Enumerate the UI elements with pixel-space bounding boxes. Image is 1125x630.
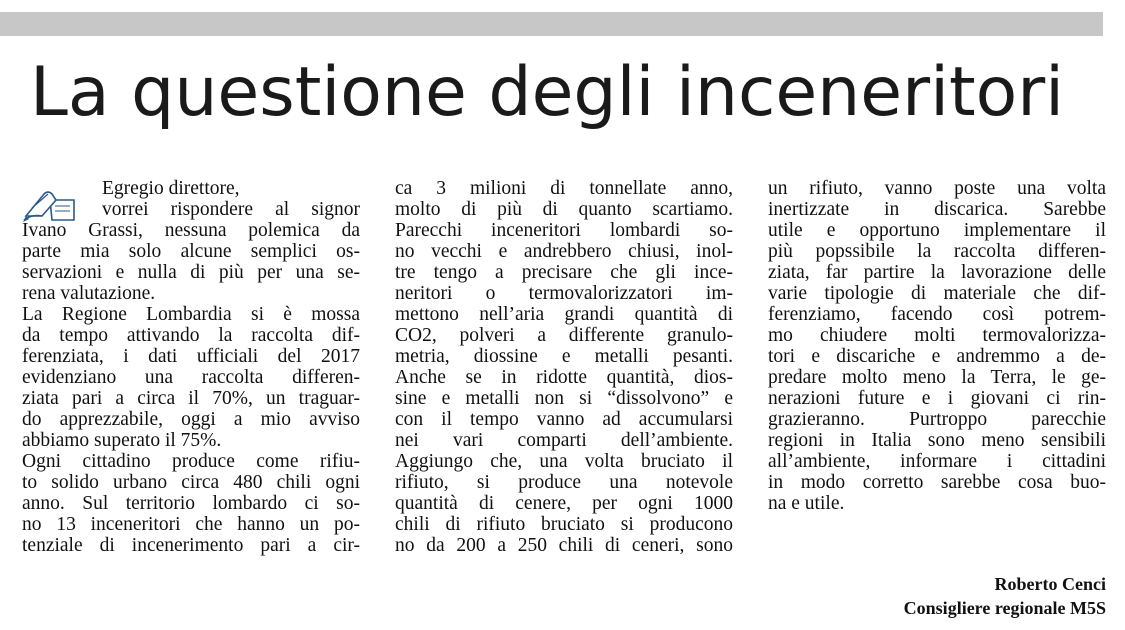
- text-line: neritori o termovalorizzatori im-: [395, 283, 733, 304]
- text-line: vorrei rispondere al signor: [102, 199, 360, 220]
- text-line: tre tengo a precisare che gli ince-: [395, 262, 733, 283]
- text-line: servazioni e nulla di più per una se-: [22, 262, 360, 283]
- text-line: do apprezzabile, oggi a mio avviso: [22, 409, 360, 430]
- text-line: Parecchi inceneritori lombardi so-: [395, 220, 733, 241]
- text-line: metria, diossine e metalli pesanti.: [395, 346, 733, 367]
- text-line: na e utile.: [768, 493, 845, 514]
- text-line: ferenziamo, facendo così potrem-: [768, 304, 1106, 325]
- text-line: Aggiungo che, una volta bruciato il: [395, 451, 733, 472]
- text-line: rena valutazione.: [22, 283, 156, 304]
- text-line: Ivano Grassi, nessuna polemica da: [22, 220, 360, 241]
- article-column-2: [395, 178, 733, 556]
- text-line: quantità di cenere, per ogni 1000: [395, 493, 733, 514]
- article-column-3: [768, 178, 1106, 514]
- text-line: chili di rifiuto bruciato si producono: [395, 514, 733, 535]
- text-line: Anche se in ridotte quantità, dios-: [395, 367, 733, 388]
- text-line: anno. Sul territorio lombardo ci so-: [22, 493, 360, 514]
- text-line: abbiamo superato il 75%.: [22, 430, 222, 451]
- text-line: grazieranno. Purtroppo parecchie: [768, 409, 1106, 430]
- text-line: nei vari comparti dell’ambiente.: [395, 430, 733, 451]
- text-line: tenziale di incenerimento pari a cir-: [22, 535, 360, 556]
- text-line: molto di più di quanto scartiamo.: [395, 199, 733, 220]
- text-line: mettono nell’aria grandi quantità di: [395, 304, 733, 325]
- signature-role: Consigliere regionale M5S: [903, 598, 1106, 618]
- text-line: evidenziano una raccolta differen-: [22, 367, 360, 388]
- text-line: predare molto meno la Terra, le ge-: [768, 367, 1106, 388]
- text-line: no vecchi e andrebbero chiusi, inol-: [395, 241, 733, 262]
- text-line: sine e metalli non si “dissolvono” e: [395, 388, 733, 409]
- text-line: da tempo attivando la raccolta dif-: [22, 325, 360, 346]
- text-line: Egregio direttore,: [102, 178, 240, 199]
- text-line: utile e opportuno implementare il: [768, 220, 1106, 241]
- text-line: ziata, far partire la lavorazione delle: [768, 262, 1106, 283]
- text-line: più popssibile la raccolta differen-: [768, 241, 1106, 262]
- article-headline: La questione degli inceneritori: [30, 53, 1065, 132]
- text-line: parte mia solo alcune semplici os-: [22, 241, 360, 262]
- signature-name: Roberto Cenci: [994, 574, 1106, 594]
- top-divider-bar: [0, 12, 1103, 36]
- text-line: inertizzate in discarica. Sarebbe: [768, 199, 1106, 220]
- text-line: no da 200 a 250 chili di ceneri, sono: [395, 535, 733, 556]
- text-line: tori e discariche e andremmo a de-: [768, 346, 1106, 367]
- text-line: all’ambiente, informare i cittadini: [768, 451, 1106, 472]
- article-column-1: [22, 178, 360, 556]
- text-line: un rifiuto, vanno poste una volta: [768, 178, 1106, 199]
- text-line: La Regione Lombardia si è mossa: [22, 304, 360, 325]
- text-line: rifiuto, si produce una notevole: [395, 472, 733, 493]
- text-line: ca 3 milioni di tonnellate anno,: [395, 178, 733, 199]
- text-line: Ogni cittadino produce come rifiu-: [22, 451, 360, 472]
- text-line: regioni in Italia sono meno sensibili: [768, 430, 1106, 451]
- text-line: varie tipologie di materiale che dif-: [768, 283, 1106, 304]
- text-line: in modo corretto sarebbe cosa buo-: [768, 472, 1106, 493]
- text-line: con il tempo vanno ad accumularsi: [395, 409, 733, 430]
- text-line: ferenziata, i dati ufficiali del 2017: [22, 346, 360, 367]
- text-line: no 13 inceneritori che hanno un po-: [22, 514, 360, 535]
- text-line: nerazioni future e i giovani ci rin-: [768, 388, 1106, 409]
- text-line: mo chiudere molti termovalorizza-: [768, 325, 1106, 346]
- text-line: to solido urbano circa 480 chili ogni: [22, 472, 360, 493]
- text-line: CO2, polveri a differente granulo-: [395, 325, 733, 346]
- text-line: ziata pari a circa il 70%, un traguar-: [22, 388, 360, 409]
